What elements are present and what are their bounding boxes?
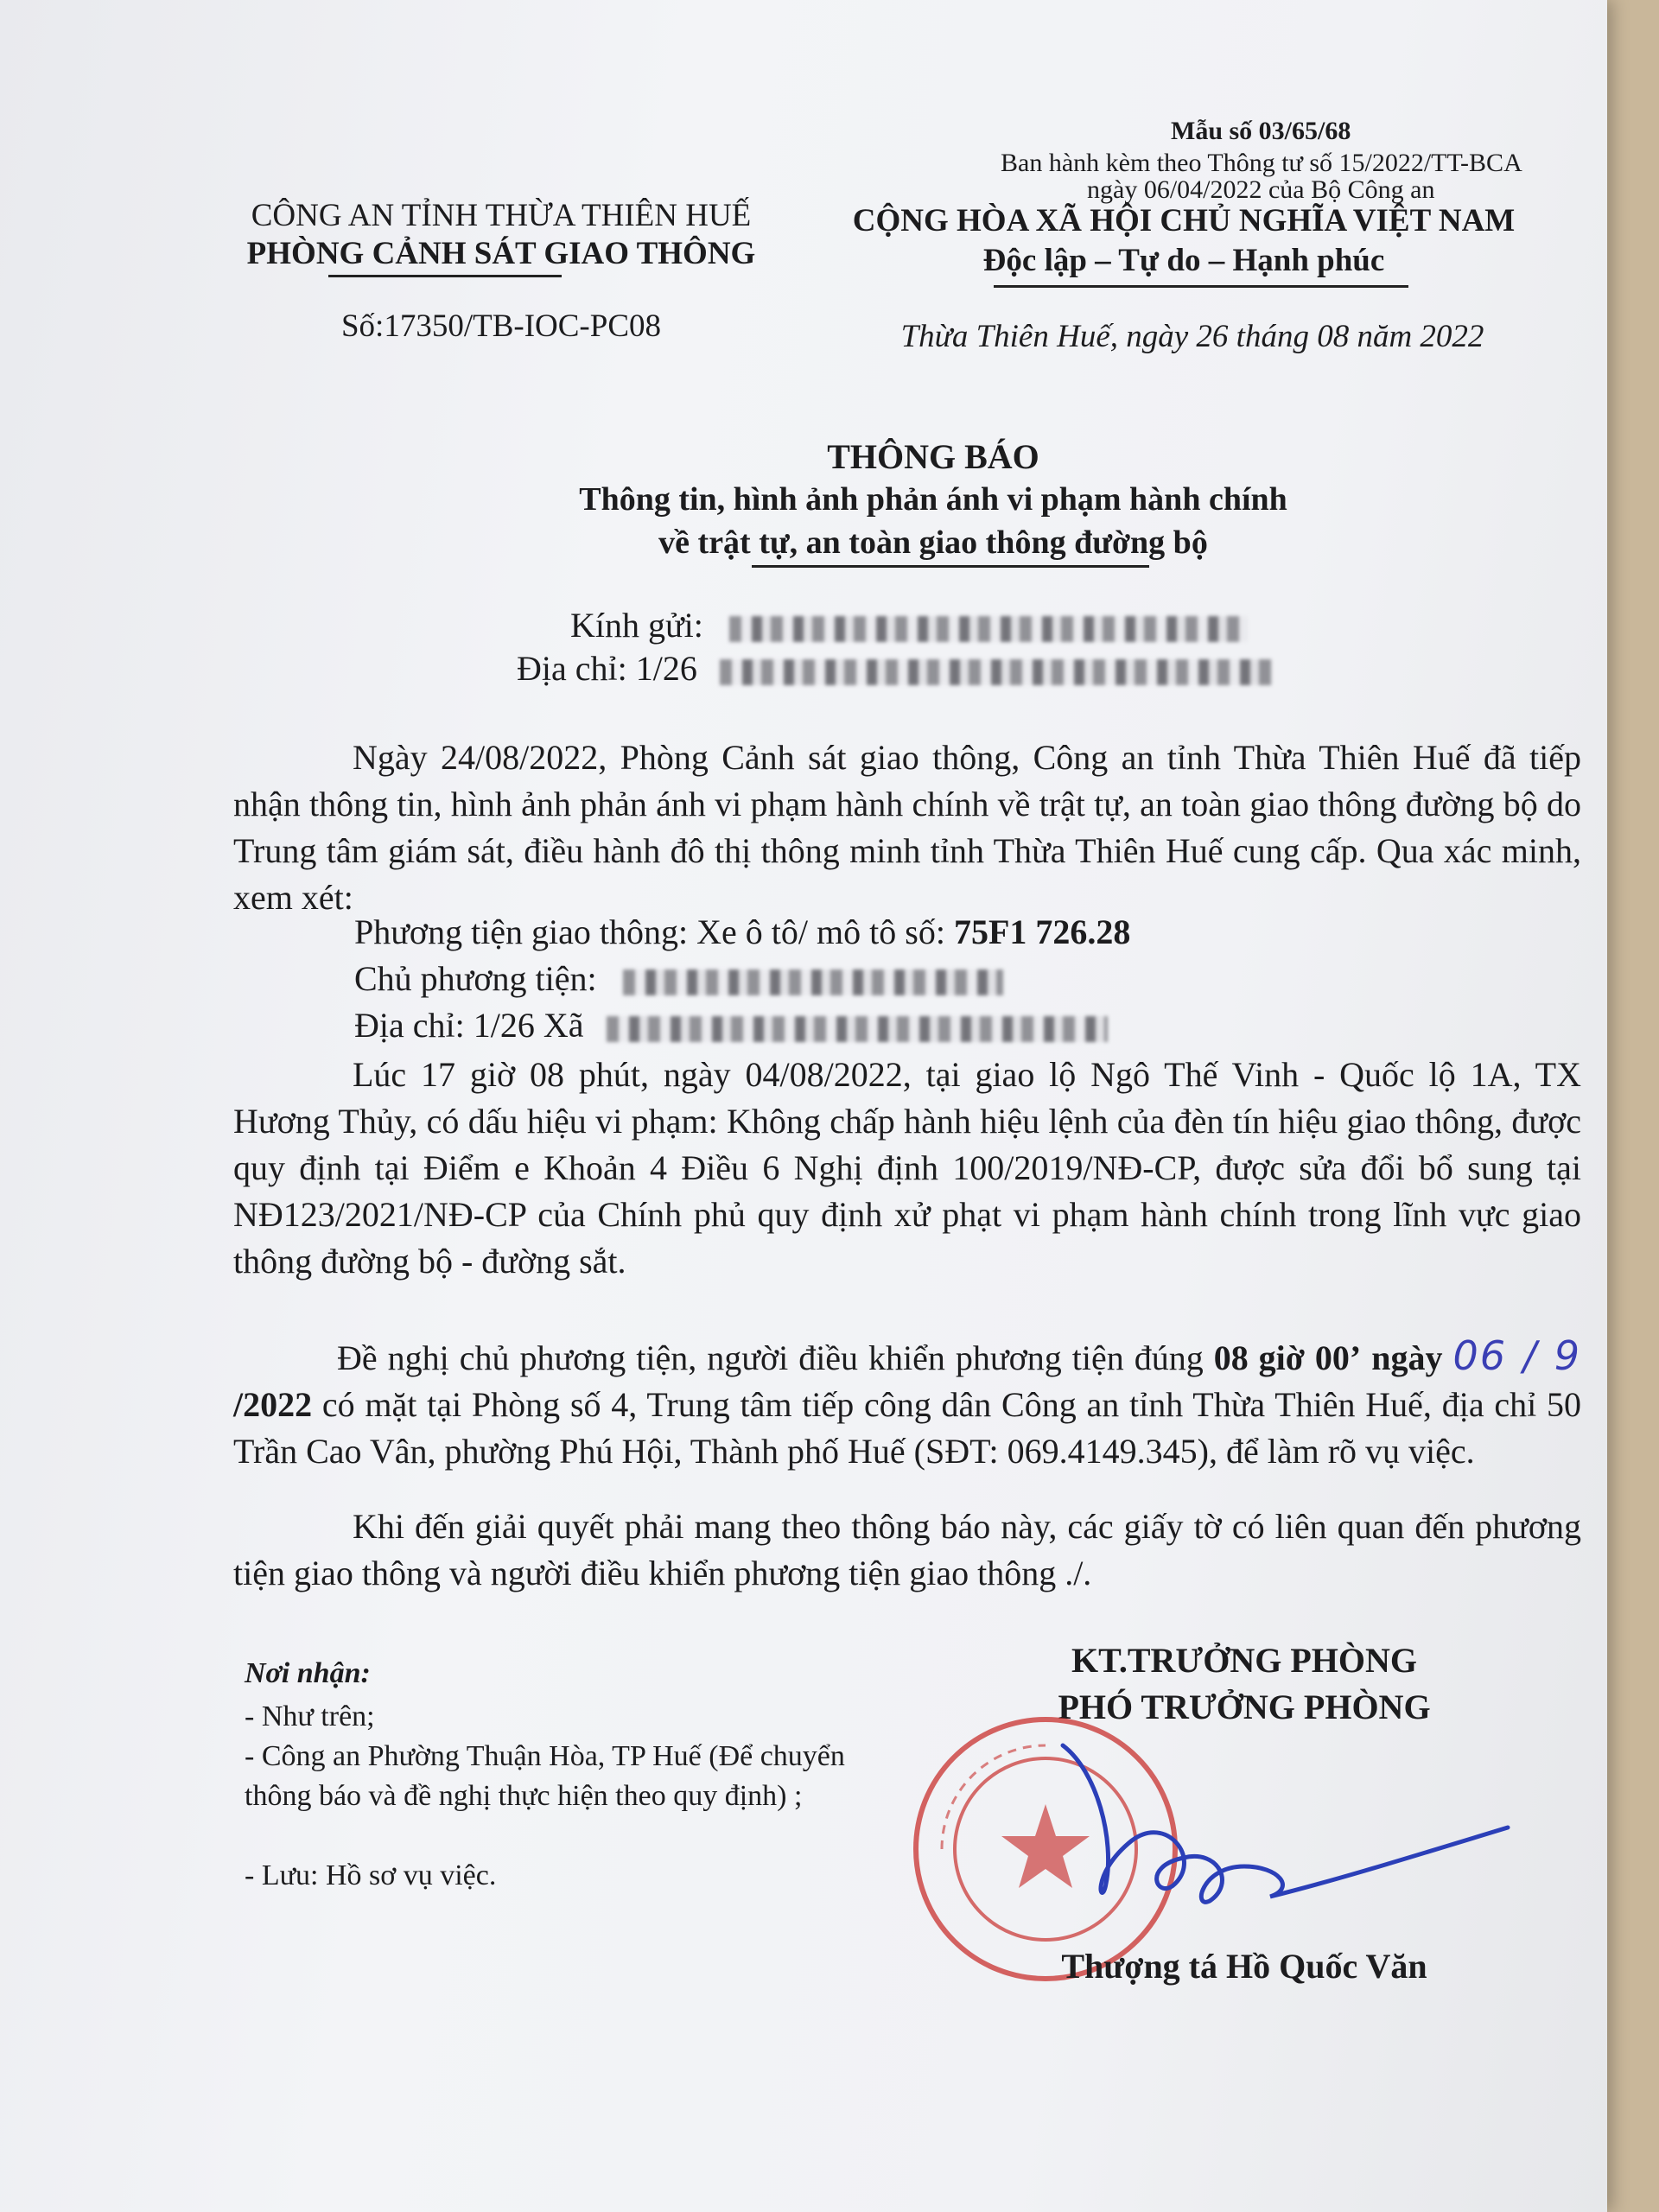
recipients-item-2: - Công an Phường Thuận Hòa, TP Huế (Để chuyển thông báo và đề nghị thực hiện theo quy định) ; <box>245 1740 845 1812</box>
doc-subtitle-1: Thông tin, hình ảnh phản ánh vi phạm hành chính <box>579 481 1287 518</box>
signature-title-1: KT.TRƯỞNG PHÒNG <box>1071 1641 1417 1680</box>
owner-line <box>354 958 1003 999</box>
recipient-line <box>570 605 1248 645</box>
recipient-address-line <box>517 648 1273 689</box>
p3-time: 08 giờ 00’ <box>1213 1338 1362 1377</box>
nation-line1: CỘNG HÒA XÃ HỘI CHỦ NGHĨA VIỆT NAM <box>852 203 1516 238</box>
body-paragraph-2: Lúc 17 giờ 08 phút, ngày 04/08/2022, tại giao lộ Ngô Thế Vinh - Quốc lộ 1A, TX Hương Thủy, có dấu hiệu vi phạm: Không chấp hành hiệu lệnh của đèn tín hiệu giao thông, được quy định tại Điểm e Khoản 4 Điều 6 Nghị định 100/2019/NĐ-CP, được sửa đổi bổ sung tại NĐ123/2021/NĐ-CP của Chính phủ quy định xử phạt vi phạm hành chính trong lĩnh vực giao thông đường bộ - đường sắt. <box>233 1055 1581 1281</box>
agency-line1: CÔNG AN TỈNH THỪA THIÊN HUẾ <box>251 198 752 233</box>
redacted-recipient-name <box>729 616 1248 642</box>
agency-underline <box>328 275 562 277</box>
vehicle-line <box>354 912 1130 952</box>
recipient-address-label: Địa chỉ: 1/26 <box>517 649 697 688</box>
p3-year: /2022 <box>233 1385 313 1424</box>
form-code: Mẫu số 03/65/68 <box>1171 117 1351 145</box>
redacted-recipient-address <box>720 659 1273 685</box>
redacted-owner-name <box>623 969 1003 995</box>
signature-title-2: PHÓ TRƯỞNG PHÒNG <box>1058 1688 1431 1726</box>
form-issued-line2: ngày 06/04/2022 của Bộ Công an <box>1087 175 1435 204</box>
handwritten-date: 06 / 9 <box>1452 1332 1582 1379</box>
owner-address-label: Địa chỉ: 1/26 Xã <box>354 1006 584 1045</box>
body-paragraph-4: Khi đến giải quyết phải mang theo thông báo này, các giấy tờ có liên quan đến phương tiện giao thông và người điều khiển phương tiện giao thông ./. <box>233 1507 1581 1592</box>
redacted-owner-address <box>607 1016 1108 1042</box>
body-paragraph-1: Ngày 24/08/2022, Phòng Cảnh sát giao thông, Công an tỉnh Thừa Thiên Huế đã tiếp nhận thông tin, hình ảnh phản ánh vi phạm hành chính về trật tự, an toàn giao thông đường bộ do Trung tâm giám sát, điều hành đô thị thông minh tỉnh Thừa Thiên Huế cung cấp. Qua xác minh, xem xét: <box>233 738 1581 917</box>
vehicle-plate: 75F1 726.28 <box>953 912 1131 951</box>
nation-underline <box>994 285 1408 288</box>
p3-text-b: có mặt tại Phòng số 4, Trung tâm tiếp công dân Công an tỉnh Thừa Thiên Huế, địa chỉ 50 Trần Cao Vân, phường Phú Hội, Thành phố Huế (SĐT: 069.4149.345), để làm rõ vụ việc. <box>233 1385 1581 1471</box>
doc-title: THÔNG BÁO <box>827 437 1039 476</box>
vehicle-label: Phương tiện giao thông: Xe ô tô/ mô tô số: <box>354 912 954 951</box>
form-issued-line1: Ban hành kèm theo Thông tư số 15/2022/TT-BCA <box>1001 149 1522 177</box>
recipient-label: Kính gửi: <box>570 606 703 645</box>
body-paragraph-3 <box>233 1332 1581 1475</box>
owner-address-line <box>354 1005 1108 1046</box>
nation-line2: Độc lập – Tự do – Hạnh phúc <box>982 243 1385 278</box>
document-number: Số:17350/TB-IOC-PC08 <box>340 308 662 344</box>
recipients-title: Nơi nhận: <box>245 1657 371 1689</box>
recipients-item-3: - Lưu: Hồ sơ vụ việc. <box>245 1859 497 1891</box>
p3-text-a: Đề nghị chủ phương tiện, người điều khiển phương tiện đúng <box>337 1338 1214 1377</box>
handwritten-signature <box>1037 1737 1521 1936</box>
signer-name: Thượng tá Hồ Quốc Văn <box>1061 1947 1427 1986</box>
title-underline <box>752 565 1149 568</box>
doc-subtitle-2: về trật tự, an toàn giao thông đường bộ <box>658 524 1208 561</box>
p3-day-label: ngày <box>1371 1338 1443 1377</box>
recipients-item-1: - Như trên; <box>245 1700 375 1732</box>
agency-line2: PHÒNG CẢNH SÁT GIAO THÔNG <box>246 236 756 271</box>
place-date: Thừa Thiên Huế, ngày 26 tháng 08 năm 2022 <box>900 319 1484 354</box>
owner-label: Chủ phương tiện: <box>354 959 597 998</box>
